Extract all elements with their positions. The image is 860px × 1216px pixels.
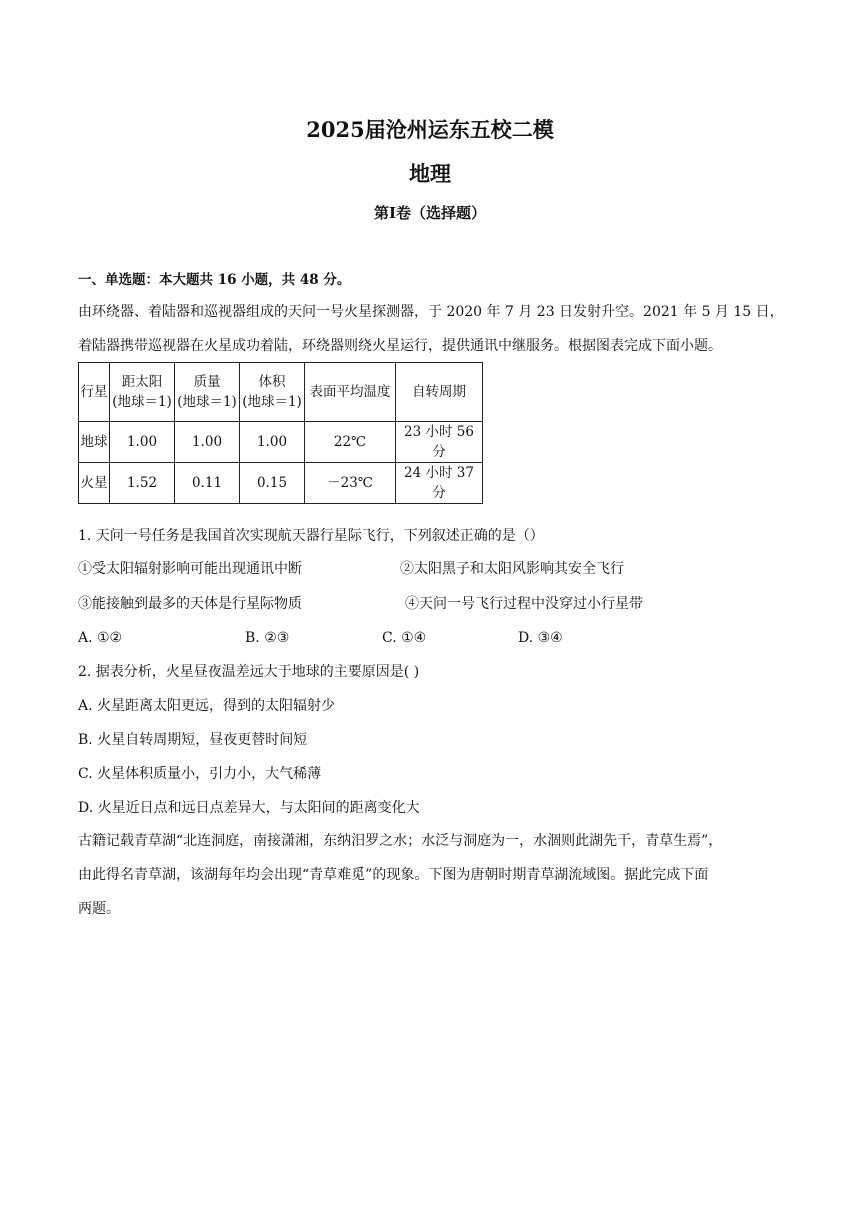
question-1-option-a: A. ①② — [78, 630, 123, 646]
question-2-option-d: D. 火星近日点和远日点差异大，与太阳间的距离变化大 — [78, 800, 420, 816]
question-1-statement-4: ④天问一号飞行过程中没穿过小行星带 — [405, 596, 643, 612]
table-cell: －23℃ — [305, 463, 396, 504]
table-header-cell: 表面平均温度 — [305, 363, 396, 422]
table-header-cell: 自转周期 — [396, 363, 483, 422]
question-1-option-c: C. ①④ — [382, 630, 427, 646]
planet-table — [78, 362, 483, 504]
table-header-cell: 行星 — [79, 363, 110, 422]
table-cell: 24 小时 37 分 — [396, 463, 483, 504]
section-heading: 一、单选题：本大题共 16 小题，共 48 分。 — [78, 272, 351, 288]
table-cell: 1.00 — [240, 422, 305, 463]
table-header-cell: 距太阳 (地球＝1) — [110, 363, 175, 422]
volume-title: 第Ⅰ卷（选择题） — [373, 204, 487, 222]
question-1-statement-3: ③能接触到最多的天体是行星际物质 — [78, 596, 302, 612]
question-1-option-d: D. ③④ — [518, 630, 563, 646]
table-cell: 22℃ — [305, 422, 396, 463]
table-cell: 0.15 — [240, 463, 305, 504]
table-cell: 23 小时 56 分 — [396, 422, 483, 463]
table-header-row — [79, 363, 483, 422]
table-cell: 1.00 — [175, 422, 240, 463]
passage1-line1: 由环绕器、着陆器和巡视器组成的天问一号火星探测器，于 2020 年 7 月 23 日发射升空。2021 年 5 月 15 日， — [78, 304, 784, 320]
table-header-cell: 质量 (地球＝1) — [175, 363, 240, 422]
question-1-statement-1: ①受太阳辐射影响可能出现通讯中断 — [78, 561, 302, 577]
passage2-line3: 两题。 — [78, 901, 120, 917]
passage1-line2: 着陆器携带巡视器在火星成功着陆，环绕器则绕火星运行，提供通讯中继服务。根据图表完成下面小题。 — [78, 338, 722, 354]
question-2-option-c: C. 火星体积质量小，引力小，大气稀薄 — [78, 766, 322, 782]
question-1-option-b: B. ②③ — [245, 630, 290, 646]
table-cell: 火星 — [79, 463, 110, 504]
question-2-stem: 2. 据表分析，火星昼夜温差远大于地球的主要原因是( ) — [78, 664, 420, 680]
table-cell: 1.00 — [110, 422, 175, 463]
exam-title: 2025届沧州运东五校二模 — [306, 117, 554, 142]
passage2-line1: 古籍记载青草湖“北连洞庭，南接潇湘，东纳汨罗之水；水泛与洞庭为一，水涸则此湖先干，青草生焉”， — [78, 833, 723, 849]
table-cell: 1.52 — [110, 463, 175, 504]
passage2-line2: 由此得名青草湖，该湖每年均会出现“青草难觅”的现象。下图为唐朝时期青草湖流域图。据此完成下面 — [78, 867, 709, 883]
table-header-cell: 体积 (地球＝1) — [240, 363, 305, 422]
question-1-stem: 1. 天问一号任务是我国首次实现航天器行星际飞行，下列叙述正确的是（） — [78, 528, 544, 544]
table-cell: 地球 — [79, 422, 110, 463]
table-row — [79, 463, 483, 504]
question-1-statement-2: ②太阳黑子和太阳风影响其安全飞行 — [400, 561, 624, 577]
question-2-option-a: A. 火星距离太阳更远，得到的太阳辐射少 — [78, 698, 336, 714]
question-2-option-b: B. 火星自转周期短，昼夜更替时间短 — [78, 732, 308, 748]
table-cell: 0.11 — [175, 463, 240, 504]
table-row — [79, 422, 483, 463]
subject-title: 地理 — [409, 161, 451, 186]
